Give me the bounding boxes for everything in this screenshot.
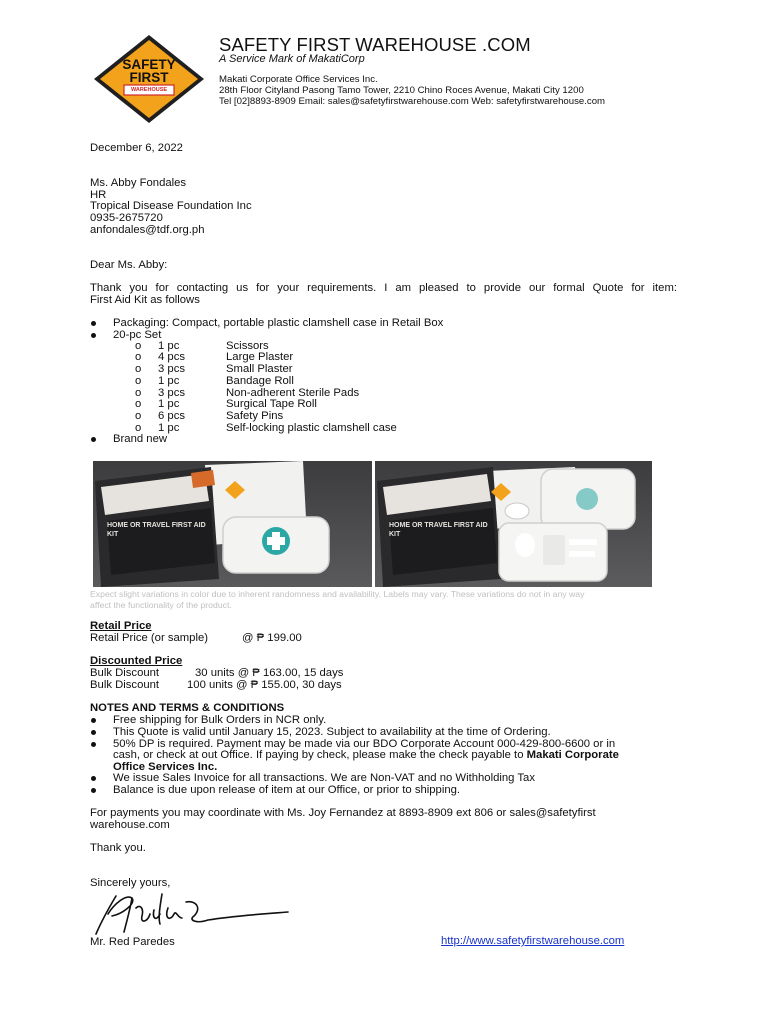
bullet-dot <box>91 776 96 781</box>
logo-text-first: FIRST <box>129 70 169 85</box>
terms-item-shipping <box>90 714 650 726</box>
signature-image <box>92 884 292 942</box>
list-item-marker: o <box>135 387 142 399</box>
item-qty: 1 pc <box>158 422 180 434</box>
item-name: Large Plaster <box>226 351 294 363</box>
terms-item-invoice <box>90 772 650 784</box>
retail-price-value: @ ₱ 199.00 <box>242 632 302 644</box>
closing: Sincerely yours, <box>90 877 171 889</box>
office-name: Makati Corporate Office Services Inc. <box>219 74 378 85</box>
discount-row-detail: 100 units @ ₱ 155.00, 30 days <box>187 679 342 691</box>
item-name: Small Plaster <box>226 363 293 375</box>
recipient-organization: Tropical Disease Foundation Inc <box>90 200 252 212</box>
list-item-marker: o <box>135 422 142 434</box>
packaging-bullet <box>90 317 510 329</box>
recipient-position: HR <box>90 189 107 201</box>
list-item-marker: o <box>135 398 142 410</box>
bullet-dot <box>91 718 96 723</box>
terms-text: Free shipping for Bulk Orders in NCR only. <box>113 714 327 726</box>
list-item-marker: o <box>135 340 142 352</box>
kit-box-label: HOME OR TRAVEL FIRST AID KIT <box>389 522 488 538</box>
item-qty: 1 pc <box>158 340 180 352</box>
discount-row-label: Bulk Discount <box>90 667 160 679</box>
intro-line-2: First Aid Kit as follows <box>90 294 200 306</box>
item-qty: 3 pcs <box>158 363 186 375</box>
recipient-phone: 0935-2675720 <box>90 212 163 224</box>
bullet-dot <box>91 742 96 747</box>
product-photo-open <box>375 461 652 587</box>
payment-contact-line-2: warehouse.com <box>90 819 170 831</box>
item-qty: 3 pcs <box>158 387 186 399</box>
discount-row-detail: 30 units @ ₱ 163.00, 15 days <box>195 667 344 679</box>
retail-price-heading: Retail Price <box>90 620 152 632</box>
item-qty: 4 pcs <box>158 351 186 363</box>
terms-item-balance <box>90 784 650 796</box>
logo-text-warehouse: WAREHOUSE <box>130 87 168 93</box>
item-qty: 1 pc <box>158 375 180 387</box>
list-item-marker: o <box>135 363 142 375</box>
list-item-marker: o <box>135 351 142 363</box>
bullet-dot <box>91 730 96 735</box>
bullet-dot <box>91 321 96 326</box>
item-name: Surgical Tape Roll <box>226 398 317 410</box>
terms-item-validity <box>90 726 650 738</box>
company-tagline: A Service Mark of MakatiCorp <box>219 53 365 65</box>
signer-name: Mr. Red Paredes <box>90 936 175 948</box>
condition-text: Brand new <box>113 433 168 445</box>
salutation: Dear Ms. Abby: <box>90 259 168 271</box>
terms-text: 50% DP is required. Payment may be made via our BDO Corporate Account 000-429-800-6600 or in <box>113 738 616 750</box>
office-address: 28th Floor Cityland Pasong Tamo Tower, 2210 Chino Roces Avenue, Makati City 1200 <box>219 85 584 96</box>
thank-you: Thank you. <box>90 842 146 854</box>
company-logo <box>90 32 208 126</box>
item-qty: 6 pcs <box>158 410 186 422</box>
photo-caption <box>90 589 680 611</box>
terms-item-payment <box>90 738 680 774</box>
website-link[interactable]: http://www.safetyfirstwarehouse.com <box>441 935 625 947</box>
product-photo-closed <box>93 461 372 587</box>
list-item-marker: o <box>135 375 142 387</box>
caption-line-2: affect the functionality of the product. <box>90 600 232 610</box>
list-item-marker: o <box>135 410 142 422</box>
item-name: Bandage Roll <box>226 375 294 387</box>
recipient-email: anfondales@tdf.org.ph <box>90 224 205 236</box>
kit-box-label: HOME OR TRAVEL FIRST AID KIT <box>107 522 206 538</box>
item-name: Safety Pins <box>226 410 284 422</box>
caption-line-1: Expect slight variations in color due to inherent randomness and availability. Labels may vary. These variations do not in any way <box>90 589 585 599</box>
payment-contact-line-1: For payments you may coordinate with Ms. Joy Fernandez at 8893-8909 ext 806 or sales@safetyfirst <box>90 807 596 819</box>
item-name: Non-adherent Sterile Pads <box>226 387 360 399</box>
condition-bullet <box>90 433 290 445</box>
set-label: 20-pc Set <box>113 329 162 341</box>
payee-name-cont: Office Services Inc. <box>113 761 218 773</box>
recipient-name: Ms. Abby Fondales <box>90 177 187 189</box>
discount-row-label: Bulk Discount <box>90 679 160 691</box>
payee-name: Makati Corporate <box>526 749 619 761</box>
item-name: Self-locking plastic clamshell case <box>226 422 397 434</box>
bullet-dot <box>91 333 96 338</box>
bullet-dot <box>91 788 96 793</box>
terms-text: This Quote is valid until January 15, 2023. Subject to availability at the time of Ordering. <box>113 726 551 738</box>
bullet-dot <box>91 437 96 442</box>
discount-price-heading: Discounted Price <box>90 655 183 667</box>
item-qty: 1 pc <box>158 398 180 410</box>
letter-date: December 6, 2022 <box>90 142 183 154</box>
retail-price-label: Retail Price (or sample) <box>90 632 209 644</box>
item-name: Scissors <box>226 340 269 352</box>
terms-text-line-2 <box>113 749 619 761</box>
office-contact: Tel [02]8893-8909 Email: sales@safetyfirstwarehouse.com Web: safetyfirstwarehouse.com <box>219 96 606 107</box>
terms-text: Balance is due upon release of item at our Office, or prior to shipping. <box>113 784 461 796</box>
intro-line-1: Thank you for contacting us for your requirements. I am pleased to provide our formal Quote for item: <box>90 282 677 294</box>
company-name: SAFETY FIRST WAREHOUSE .COM <box>219 34 531 55</box>
terms-text: cash, or check at out Office. If paying by check, please make the check payable to <box>113 749 527 761</box>
logo-text-safety: SAFETY <box>122 57 176 72</box>
packaging-text: Packaging: Compact, portable plastic clamshell case in Retail Box <box>113 317 444 329</box>
terms-text: We issue Sales Invoice for all transactions. We are Non-VAT and no Withholding Tax <box>113 772 535 784</box>
terms-heading: NOTES AND TERMS & CONDITIONS <box>90 702 285 714</box>
